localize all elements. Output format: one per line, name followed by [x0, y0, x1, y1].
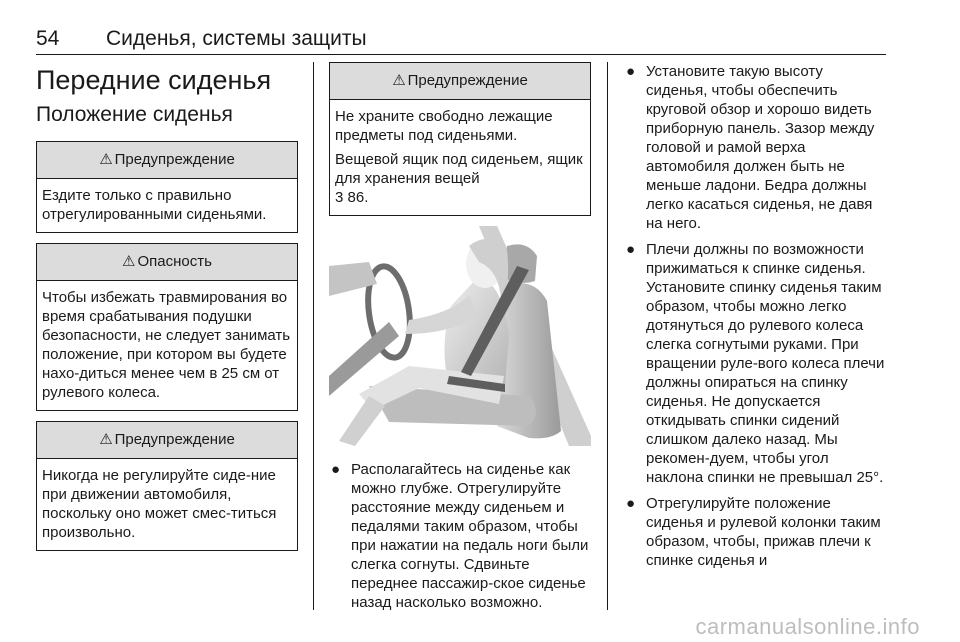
bullet-icon: ●	[331, 461, 341, 478]
instruction-list	[329, 460, 591, 612]
driver-seat-illustration	[329, 226, 591, 446]
site-watermark: carmanualsonline.info	[695, 614, 920, 639]
warning-text: Никогда не регулируйте сиде-ние при движении автомобиля, поскольку оно может смес-титься произвольно.	[42, 467, 277, 541]
danger-box-body	[37, 281, 297, 410]
warning-triangle-icon: ⚠	[99, 431, 113, 448]
warning-box	[329, 62, 591, 216]
list-item: ● Располагайтесь на сиденье как можно глубже. Отрегулируйте расстояние между сиденьем и педалями таким образом, чтобы при нажатии на педаль ноги были слегка согнуты. Сдвиньте переднее пассажир-ское сиденье назад насколько возможно.	[331, 461, 589, 611]
danger-text: Чтобы избежать травмирования во время срабатывания подушки безопасности, не следует занимать положение, при котором вы будете нахо-диться менее чем в 25 см от рулевого колеса.	[42, 289, 291, 401]
cross-reference-page[interactable]: 3 86.	[335, 189, 369, 206]
warning-text: Ездите только с правильно отрегулированными сиденьями.	[42, 187, 267, 223]
warning-box-body	[330, 100, 590, 215]
column-3	[624, 62, 888, 577]
seat-position-illustration	[329, 226, 591, 446]
instruction-list	[624, 62, 888, 570]
cross-reference-text: Вещевой ящик под сиденьем, ящик для хранения вещей	[335, 151, 583, 187]
chapter-title: Сиденья, системы защиты	[106, 27, 367, 50]
page-header	[36, 24, 886, 55]
warning-box-body	[37, 179, 297, 232]
bullet-icon: ●	[626, 63, 636, 80]
list-item: ● Плечи должны по возможности прижиматься к спинке сиденья. Установите спинку сиденья таким образом, чтобы можно легко дотянуться до рулевого колеса слегка согнутыми руками. При вращении руле-вого колеса плечи должны опираться на спинку сиденья. Не допускается откидывать спинки сидений слишком далеко назад. Мы рекомен-дуем, чтобы угол наклона спинки не превышал 25°.	[626, 241, 885, 486]
column-divider	[313, 62, 314, 610]
column-1	[36, 62, 298, 561]
warning-box	[36, 421, 298, 551]
warning-box-heading: ⚠ Предупреждение	[37, 422, 297, 459]
warning-box-heading: ⚠ Предупреждение	[330, 63, 590, 100]
warning-box	[36, 141, 298, 233]
warning-triangle-icon: ⚠	[392, 72, 406, 89]
column-divider	[607, 62, 608, 610]
warning-box-heading: ⚠ Предупреждение	[37, 142, 297, 179]
danger-box-heading: ⚠ Опасность	[37, 244, 297, 281]
bullet-icon: ●	[626, 495, 636, 512]
page-number: 54	[36, 27, 60, 50]
warning-box-body	[37, 459, 297, 550]
warning-triangle-icon: ⚠	[122, 253, 136, 270]
warning-triangle-icon: ⚠	[99, 151, 113, 168]
list-item: ● Установите такую высоту сиденья, чтобы обеспечить круговой обзор и хорошо видеть приборную панель. Зазор между головой и рамой верха автомобиля должен быть не меньше ладони. Бедра должны легко касаться сиденья, не давя на него.	[626, 63, 875, 232]
warning-text: Не храните свободно лежащие предметы под сиденьями.	[335, 108, 553, 144]
danger-box	[36, 243, 298, 411]
column-2	[329, 62, 591, 619]
bullet-icon: ●	[626, 241, 636, 258]
list-item: ● Отрегулируйте положение сиденья и рулевой колонки таким образом, чтобы, прижав плечи к спинке сиденья и	[626, 495, 881, 569]
section-title: Передние сиденья	[36, 65, 272, 95]
section-subtitle: Положение сиденья	[36, 103, 233, 126]
